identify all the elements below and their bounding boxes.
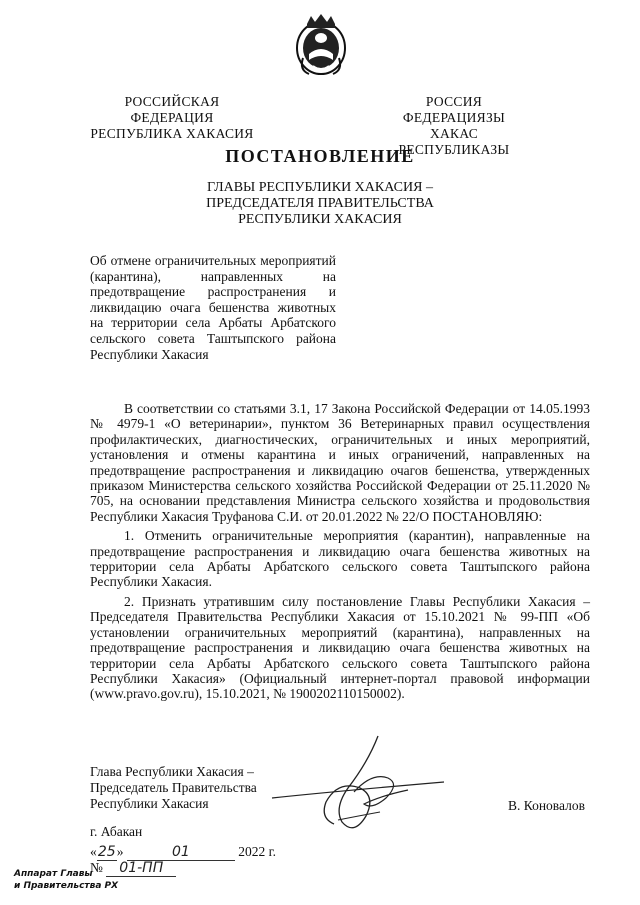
stamp-line-1: Аппарат Главы: [14, 869, 93, 879]
body-item-1: 1. Отменить ограничительные мероприятия (карантин), направленные на предотвращение распространения и ликвидацию очага бешенства животных на территории села Арбаты Арбатского сельского совета Таштыпского района Республики Хакасия.: [90, 528, 590, 590]
signatory-role-line-2: Председатель Правительства: [90, 780, 257, 795]
number-value: 01-ПП: [106, 860, 176, 877]
document-date: [90, 844, 276, 861]
header-right-line-1: РОССИЯ ФЕДЕРАЦИЯЗЫ: [402, 94, 506, 125]
registration-stamp: [14, 868, 118, 892]
stamp-line-2: и Правительства РХ: [14, 881, 119, 891]
subtitle-line-3: РЕСПУБЛИКИ ХАКАСИЯ: [238, 212, 402, 227]
document-subtitle: [180, 180, 460, 228]
body-item-2: 2. Признать утратившим силу постановление Главы Республики Хакасия – Председателя Правительства Республики Хакасия от 15.10.2021 № 99-ПП «Об установлении ограничительных мероприятий (карантина), направленных на предотвращение распространения и ликвидацию очага бешенства животных на территории села Арбаты Арбатского сельского совета Таштыпского района Республики Хакасия» (Официальный интернет-портал правовой информации (www.pravo.gov.ru), 15.10.2021, № 1900202110150002).: [90, 593, 590, 702]
date-open-quote: «: [90, 844, 97, 859]
date-month: 01: [127, 844, 235, 861]
document-title: ПОСТАНОВЛЕНИЕ: [225, 146, 415, 166]
subtitle-line-1: ГЛАВЫ РЕСПУБЛИКИ ХАКАСИЯ –: [207, 180, 433, 195]
coat-of-arms-emblem: [293, 14, 349, 78]
signatory-role: [90, 764, 257, 812]
date-year: 2022 г.: [238, 844, 277, 859]
header-left-line-2: РЕСПУБЛИКА ХАКАСИЯ: [90, 126, 254, 141]
signatory-role-line-1: Глава Республики Хакасия –: [90, 764, 254, 779]
header-right-line-2: ХАКАС РЕСПУБЛИКАЗЫ: [398, 126, 510, 157]
date-day: 25: [97, 844, 116, 860]
header-left-line-1: РОССИЙСКАЯ ФЕДЕРАЦИЯ: [124, 94, 220, 125]
document-place: г. Абакан: [90, 824, 143, 839]
handwritten-signature: [268, 732, 448, 842]
header-left: [82, 94, 262, 142]
signatory-name: В. Коновалов: [508, 798, 585, 813]
document-body: [90, 401, 590, 702]
signatory-role-line-3: Республики Хакасия: [90, 796, 209, 811]
date-close-quote: »: [116, 844, 124, 859]
number-prefix: №: [90, 860, 103, 875]
document-subject: Об отмене ограничительных мероприятий (карантина), направленных на предотвращение распространения и ликвидацию очага бешенства животных на территории села Арбаты Арбатского сельского совета Таштыпского района Республики Хакасия: [90, 253, 336, 362]
body-preamble: В соответствии со статьями 3.1, 17 Закона Российской Федерации от 14.05.1993 № 4979-1 «О ветеринарии», пунктом 36 Ветеринарных правил осуществления профилактических, диагностических, ограничительных и иных мероприятий, установления и отмены карантина и иных ограничений, направленных на предотвращение распространения и ликвидацию очагов бешенства, утвержденных приказом Министерства сельского хозяйства Российской Федерации от 25.11.2020 № 705, на основании представления Министра сельского хозяйства и продовольствия Республики Хакасия Труфанова С.И. от 20.01.2022 № 22/О ПОСТАНОВЛЯЮ:: [90, 401, 590, 524]
subtitle-line-2: ПРЕДСЕДАТЕЛЯ ПРАВИТЕЛЬСТВА: [206, 196, 434, 211]
